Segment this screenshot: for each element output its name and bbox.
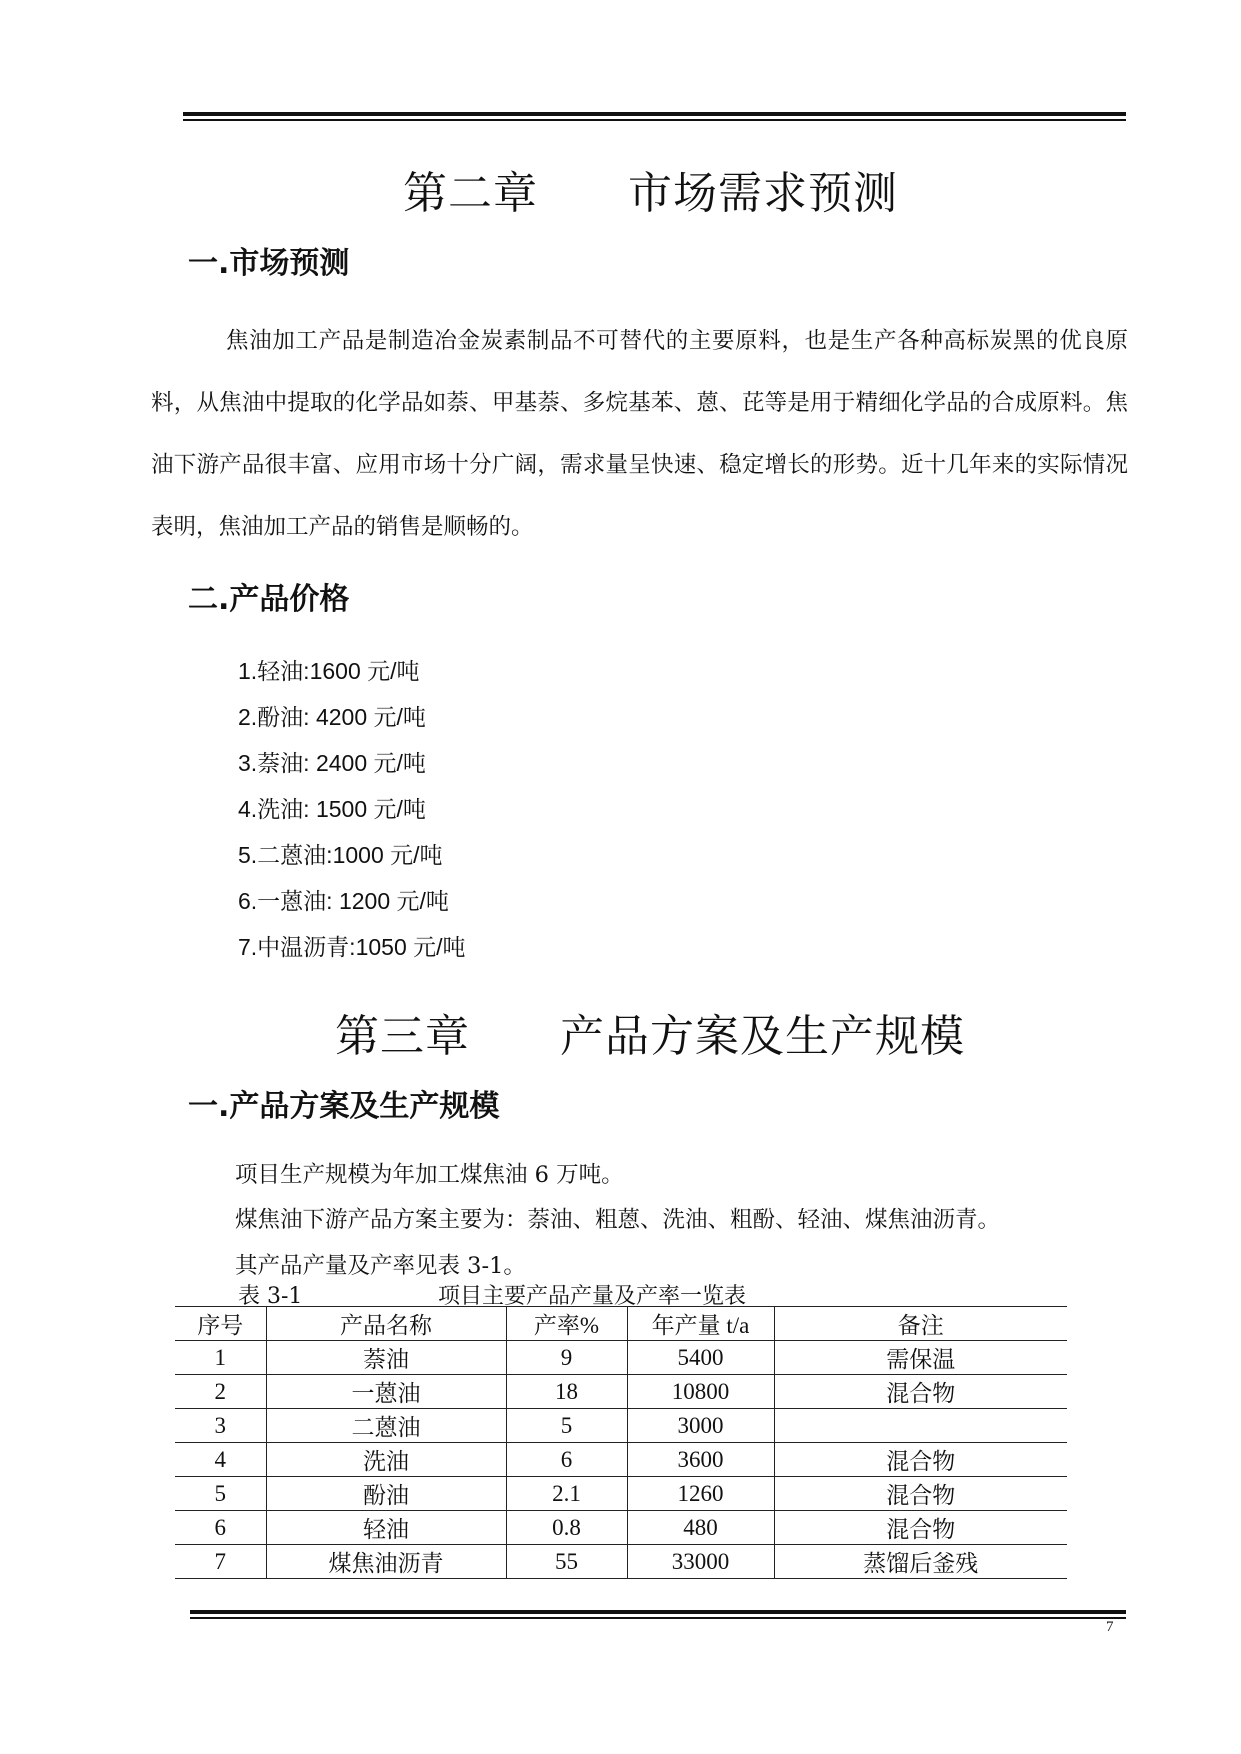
table-row: [175, 1545, 1067, 1579]
table-row: [175, 1409, 1067, 1443]
cell-product: 轻油: [266, 1511, 506, 1545]
cell-product: 洗油: [266, 1443, 506, 1477]
col-header-product: 产品名称: [266, 1307, 506, 1341]
cell-index: 6: [175, 1511, 266, 1545]
page-number: 7: [1106, 1619, 1114, 1635]
table-row: [175, 1375, 1067, 1409]
footer-rule: [190, 1610, 1126, 1620]
section-plan-heading: 一.产品方案及生产规模: [188, 1089, 500, 1124]
col-header-yield: 产率%: [506, 1307, 627, 1341]
chapter-3-heading: [335, 1000, 965, 1064]
cell-remark: 蒸馏后釜残: [774, 1545, 1067, 1579]
chapter-2-number: 第二章: [403, 168, 538, 219]
section-market-heading: 一.市场预测: [188, 246, 350, 281]
cell-remark: [774, 1409, 1067, 1443]
chapter-2-title: 市场需求预测: [628, 168, 898, 219]
price-list: [238, 648, 466, 970]
table-row: [175, 1477, 1067, 1511]
col-header-index: 序号: [175, 1307, 266, 1341]
cell-remark: 混合物: [774, 1511, 1067, 1545]
price-item: 6.一蒽油: 1200 元/吨: [238, 888, 449, 914]
cell-remark: 混合物: [774, 1477, 1067, 1511]
header-rule: [183, 112, 1126, 122]
price-item: 2.酚油: 4200 元/吨: [238, 704, 426, 730]
cell-product: 二蒽油: [266, 1409, 506, 1443]
price-item: 3.萘油: 2400 元/吨: [238, 750, 426, 776]
product-yield-table: [175, 1306, 1067, 1579]
cell-yield: 55: [506, 1545, 627, 1579]
section-price-heading: 二.产品价格: [188, 582, 350, 617]
table-row: [175, 1443, 1067, 1477]
price-item: 4.洗油: 1500 元/吨: [238, 796, 426, 822]
plan-line-2: 煤焦油下游产品方案主要为：萘油、粗蒽、洗油、粗酚、轻油、煤焦油沥青。: [235, 1207, 1001, 1233]
col-header-output: 年产量 t/a: [627, 1307, 774, 1341]
price-item: 5.二蒽油:1000 元/吨: [238, 842, 443, 868]
cell-product: 一蒽油: [266, 1375, 506, 1409]
cell-yield: 5: [506, 1409, 627, 1443]
cell-index: 2: [175, 1375, 266, 1409]
cell-yield: 2.1: [506, 1477, 627, 1511]
cell-output: 10800: [627, 1375, 774, 1409]
cell-index: 7: [175, 1545, 266, 1579]
plan-line-1: 项目生产规模为年加工煤焦油 6 万吨。: [235, 1162, 624, 1188]
table-row: [175, 1341, 1067, 1375]
cell-remark: 需保温: [774, 1341, 1067, 1375]
cell-yield: 9: [506, 1341, 627, 1375]
cell-output: 1260: [627, 1477, 774, 1511]
cell-yield: 18: [506, 1375, 627, 1409]
table-header-row: [175, 1307, 1067, 1341]
chapter-3-title: 产品方案及生产规模: [560, 1011, 965, 1062]
table-caption-id: 表 3-1: [238, 1284, 303, 1309]
price-item: 7.中温沥青:1050 元/吨: [238, 934, 466, 960]
col-header-remark: 备注: [774, 1307, 1067, 1341]
cell-product: 萘油: [266, 1341, 506, 1375]
cell-remark: 混合物: [774, 1443, 1067, 1477]
cell-index: 4: [175, 1443, 266, 1477]
cell-product: 酚油: [266, 1477, 506, 1511]
cell-output: 33000: [627, 1545, 774, 1579]
cell-output: 480: [627, 1511, 774, 1545]
table-row: [175, 1511, 1067, 1545]
cell-output: 3000: [627, 1409, 774, 1443]
table-caption-title: 项目主要产品产量及产率一览表: [438, 1284, 747, 1309]
cell-index: 1: [175, 1341, 266, 1375]
cell-output: 3600: [627, 1443, 774, 1477]
chapter-3-number: 第三章: [335, 1011, 470, 1062]
price-item: 1.轻油:1600 元/吨: [238, 658, 420, 684]
cell-index: 3: [175, 1409, 266, 1443]
cell-output: 5400: [627, 1341, 774, 1375]
chapter-2-heading: [403, 157, 898, 221]
plan-line-3: 其产品产量及产率见表 3-1。: [235, 1253, 526, 1279]
cell-yield: 0.8: [506, 1511, 627, 1545]
cell-remark: 混合物: [774, 1375, 1067, 1409]
cell-index: 5: [175, 1477, 266, 1511]
cell-product: 煤焦油沥青: [266, 1545, 506, 1579]
market-paragraph: 焦油加工产品是制造冶金炭素制品不可替代的主要原料，也是生产各种高标炭黑的优良原料，从焦油中提取的化学品如萘、甲基萘、多烷基苯、蒽、芘等是用于精细化学品的合成原料。焦油下游产品很丰富、应用市场十分广阔，需求量呈快速、稳定增长的形势。近十几年来的实际情况表明，焦油加工产品的销售是顺畅的。: [151, 328, 1128, 540]
cell-yield: 6: [506, 1443, 627, 1477]
